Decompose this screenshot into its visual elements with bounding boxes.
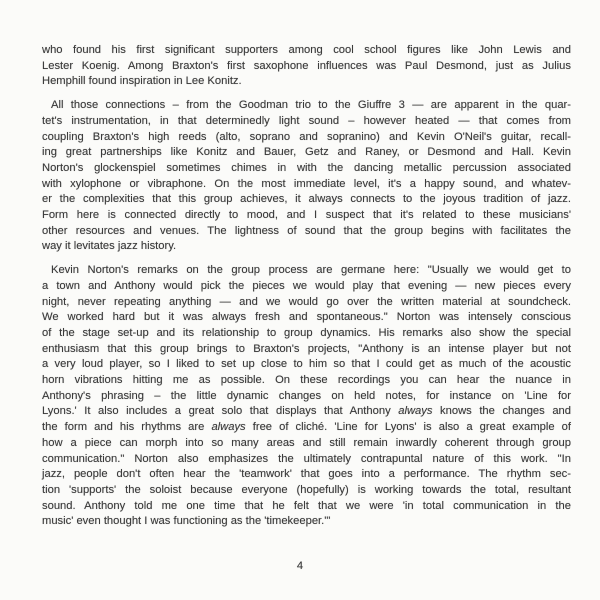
text-line: with xylophone or vibraphone. On the most immediate level, it's a happy sound, and whatev-: [42, 177, 571, 190]
text-line: music' even thought I was functioning as the 'timekeeper.'": [42, 515, 331, 528]
text-line: way it levitates jazz history.: [42, 240, 177, 253]
paragraph: [42, 263, 571, 530]
text-line: er the complexities that this group achieves, it always connects to the joyous tradition of jazz.: [42, 193, 571, 206]
text-line: tion 'supports' the soloist because everyone (hopefully) is working towards the total, resultant: [42, 483, 571, 496]
italic-text: always: [398, 405, 433, 418]
text-line: who found his first significant supporters among cool school figures like John Lewis and: [42, 44, 571, 56]
text-line: how a piece can morph into so many areas and still remain inwardly coherent through group: [42, 436, 571, 449]
text-line: of the stage set-up and its relationship to group dynamics. His remarks also show the special: [42, 326, 571, 339]
text-line: communication." Norton also emphasizes the ultimately contrapuntal nature of this work. "In: [42, 452, 571, 465]
text-line: sound. Anthony told me one time that he felt that we were 'in total communication in the: [42, 499, 571, 512]
text-line: night, never repeating anything — and we would go over the written material at soundcheck.: [42, 295, 571, 308]
paragraph: [42, 98, 571, 255]
paragraph: [42, 43, 571, 90]
text-line: Lester Koenig. Among Braxton's first saxophone influences was Paul Desmond, just as Julius: [42, 59, 571, 72]
text-line: enthusiasm that this group brings to Braxton's projects, "Anthony is an intense player but not: [42, 342, 571, 355]
text-line: Lyons.' It also includes a great solo that displays that Anthony always knows the changes and: [42, 405, 571, 418]
text-line: other resources and venues. The lightness of sound that the group begins with facilitates the: [42, 224, 571, 237]
text-line: horn vibrations hitting me as possible. On these recordings you can hear the nuance in: [42, 374, 571, 387]
text-line: Form here is connected directly to mood, and I suspect that it's related to these musicians': [42, 209, 571, 222]
text-line: a town and Anthony would pick the pieces we would play that evening — new pieces every: [42, 279, 571, 292]
text-line: jazz, people don't often hear the 'teamwork' that goes into a performance. The rhythm sec-: [42, 468, 571, 481]
text-line: Kevin Norton's remarks on the group process are germane here: "Usually we would get to: [51, 264, 571, 277]
italic-text: always: [211, 421, 246, 434]
text-line: Norton's glockenspiel sometimes chimes in with the dancing metallic percussion associated: [42, 161, 571, 174]
text-line: ing great partnerships like Konitz and Bauer, Getz and Raney, or Desmond and Hall. Kevin: [42, 146, 571, 159]
text-line: a very loud player, so I liked to set up close to him so that I could get as much of the acoustic: [42, 358, 571, 371]
page-number: 4: [296, 560, 304, 572]
text-block: [42, 43, 571, 538]
text-line: All those connections – from the Goodman trio to the Giuffre 3 — are apparent in the quar-: [51, 99, 571, 112]
text-line: We worked hard but it was always fresh and spontaneous." Norton was intensely conscious: [42, 311, 571, 324]
text-line: Hemphill found inspiration in Lee Konitz.: [42, 75, 242, 88]
text-line: coupling Braxton's high reeds (alto, soprano and sopranino) and Kevin O'Neil's guitar, recall-: [42, 130, 571, 143]
text-line: tet's instrumentation, in that determinedly light sound – however heated — that comes from: [42, 114, 571, 127]
text-line: Anthony's phrasing – the little dynamic changes on held notes, for instance on 'Line for: [42, 389, 571, 402]
text-line: the form and his rhythms are always free of cliché. 'Line for Lyons' is also a great example of: [42, 421, 571, 434]
